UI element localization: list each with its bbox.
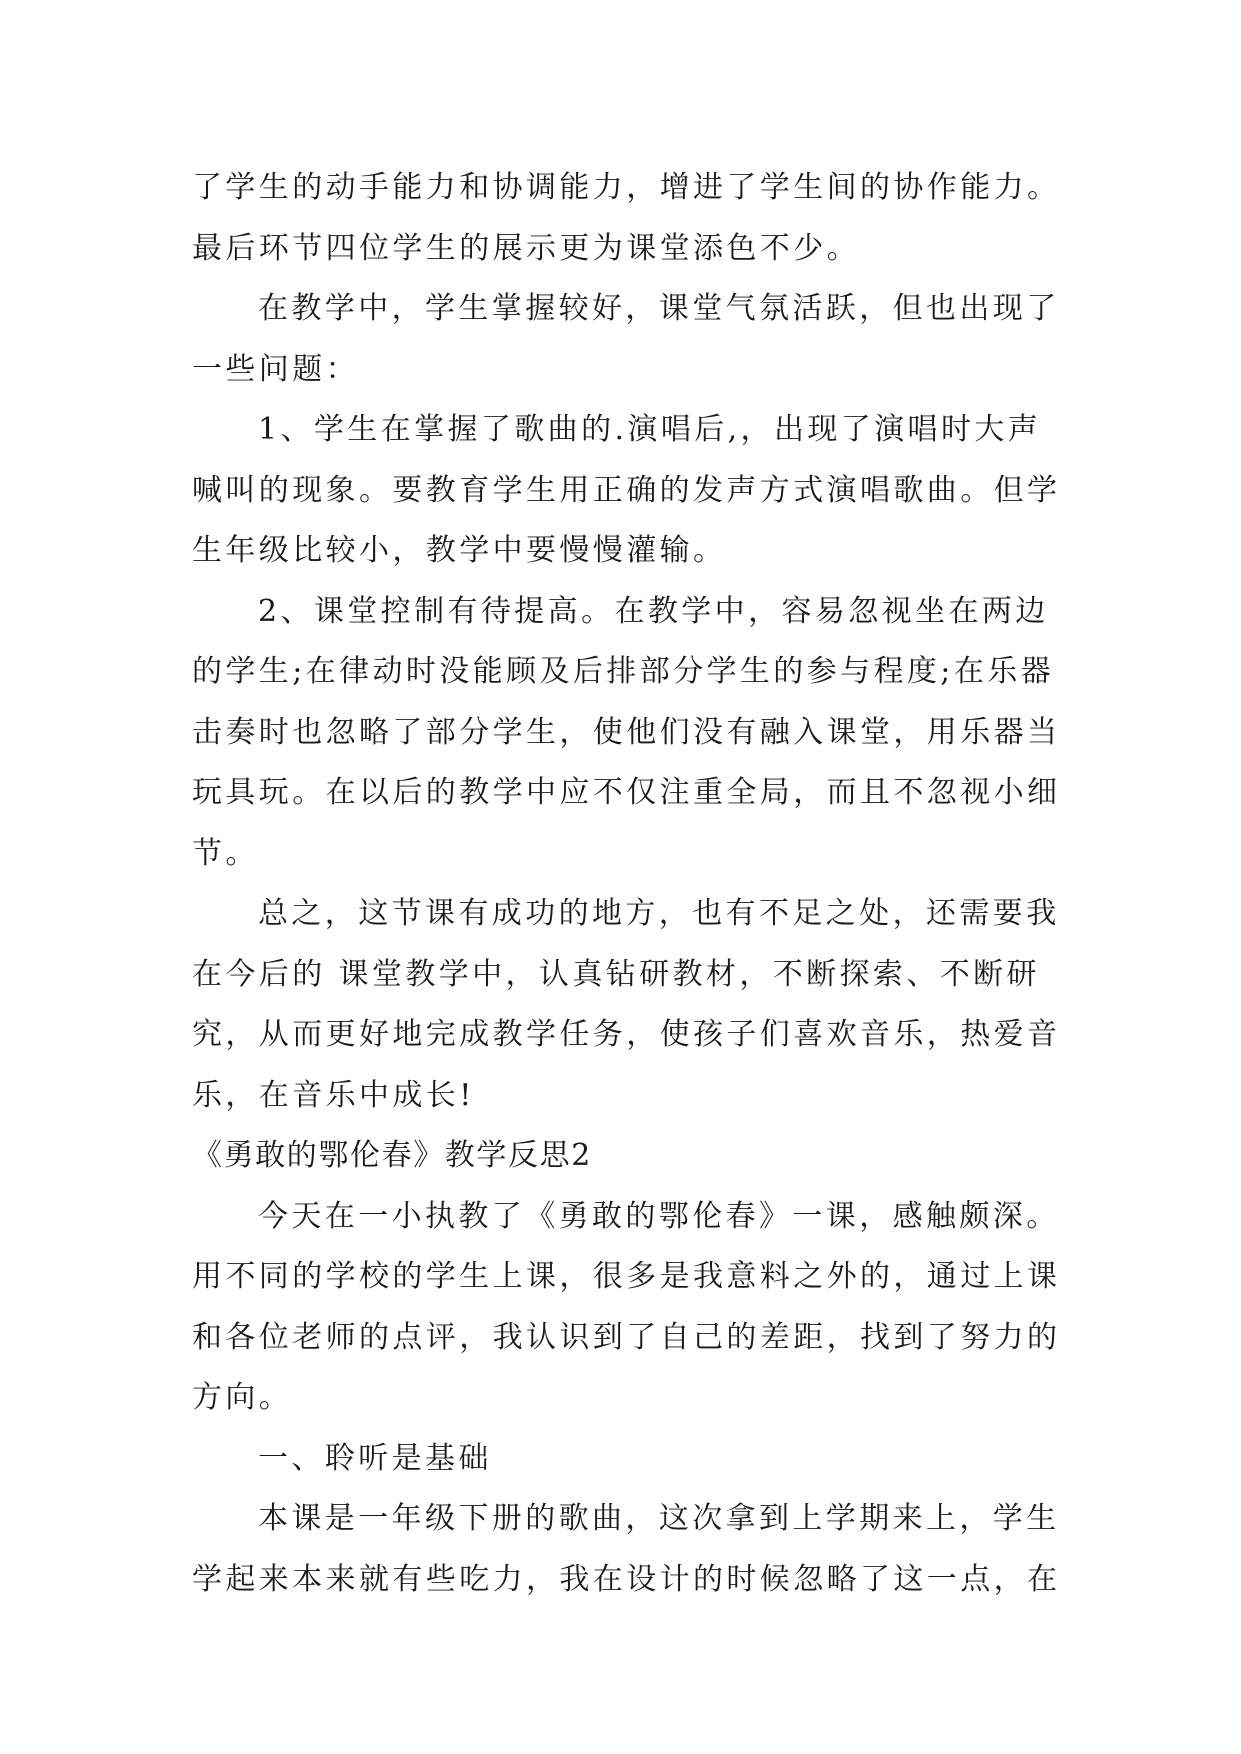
paragraph: 了学生的动手能力和协调能力，增进了学生间的协作能力。最后环节四位学生的展示更为课堂添色不少。 xyxy=(192,170,1061,266)
paragraph: 在教学中，学生掌握较好，课堂气氛活跃，但也出现了一些问题： xyxy=(192,291,1060,387)
paragraph: 今天在一小执教了《勇敢的鄂伦春》一课，感触颇深。用不同的学校的学生上课，很多是我意料之外的，通过上课和各位老师的点评，我认识到了自己的差距，找到了努力的方向。 xyxy=(192,1198,1061,1415)
section-title: 《勇敢的鄂伦春》教学反思2 xyxy=(192,1138,592,1173)
paragraph: 1、学生在掌握了歌曲的.演唱后,，出现了演唱时大声喊叫的现象。要教育学生用正确的发声方式演唱歌曲。但学生年级比较小，教学中要慢慢灌输。 xyxy=(192,412,1061,568)
paragraph: 2、课堂控制有待提高。在教学中，容易忽视坐在两边的学生;在律动时没能顾及后排部分学生的参与程度;在乐器击奏时也忽略了部分学生，使他们没有融入课堂，用乐器当玩具玩。在以后的教学中应不仅注重全局，而且不忽视小细节。 xyxy=(192,593,1061,871)
paragraph: 总之，这节课有成功的地方，也有不足之处，还需要我在今后的 课堂教学中，认真钻研教材，不断探索、不断研究，从而更好地完成教学任务，使孩子们喜欢音乐，热爱音乐，在音乐中成长! xyxy=(192,896,1061,1113)
section-subheading: 一、聆听是基础 xyxy=(258,1440,492,1476)
paragraph: 本课是一年级下册的歌曲，这次拿到上学期来上，学生学起来本来就有些吃力，我在设计的时候忽略了这一点，在 xyxy=(192,1501,1061,1597)
document-body xyxy=(192,158,1064,1610)
